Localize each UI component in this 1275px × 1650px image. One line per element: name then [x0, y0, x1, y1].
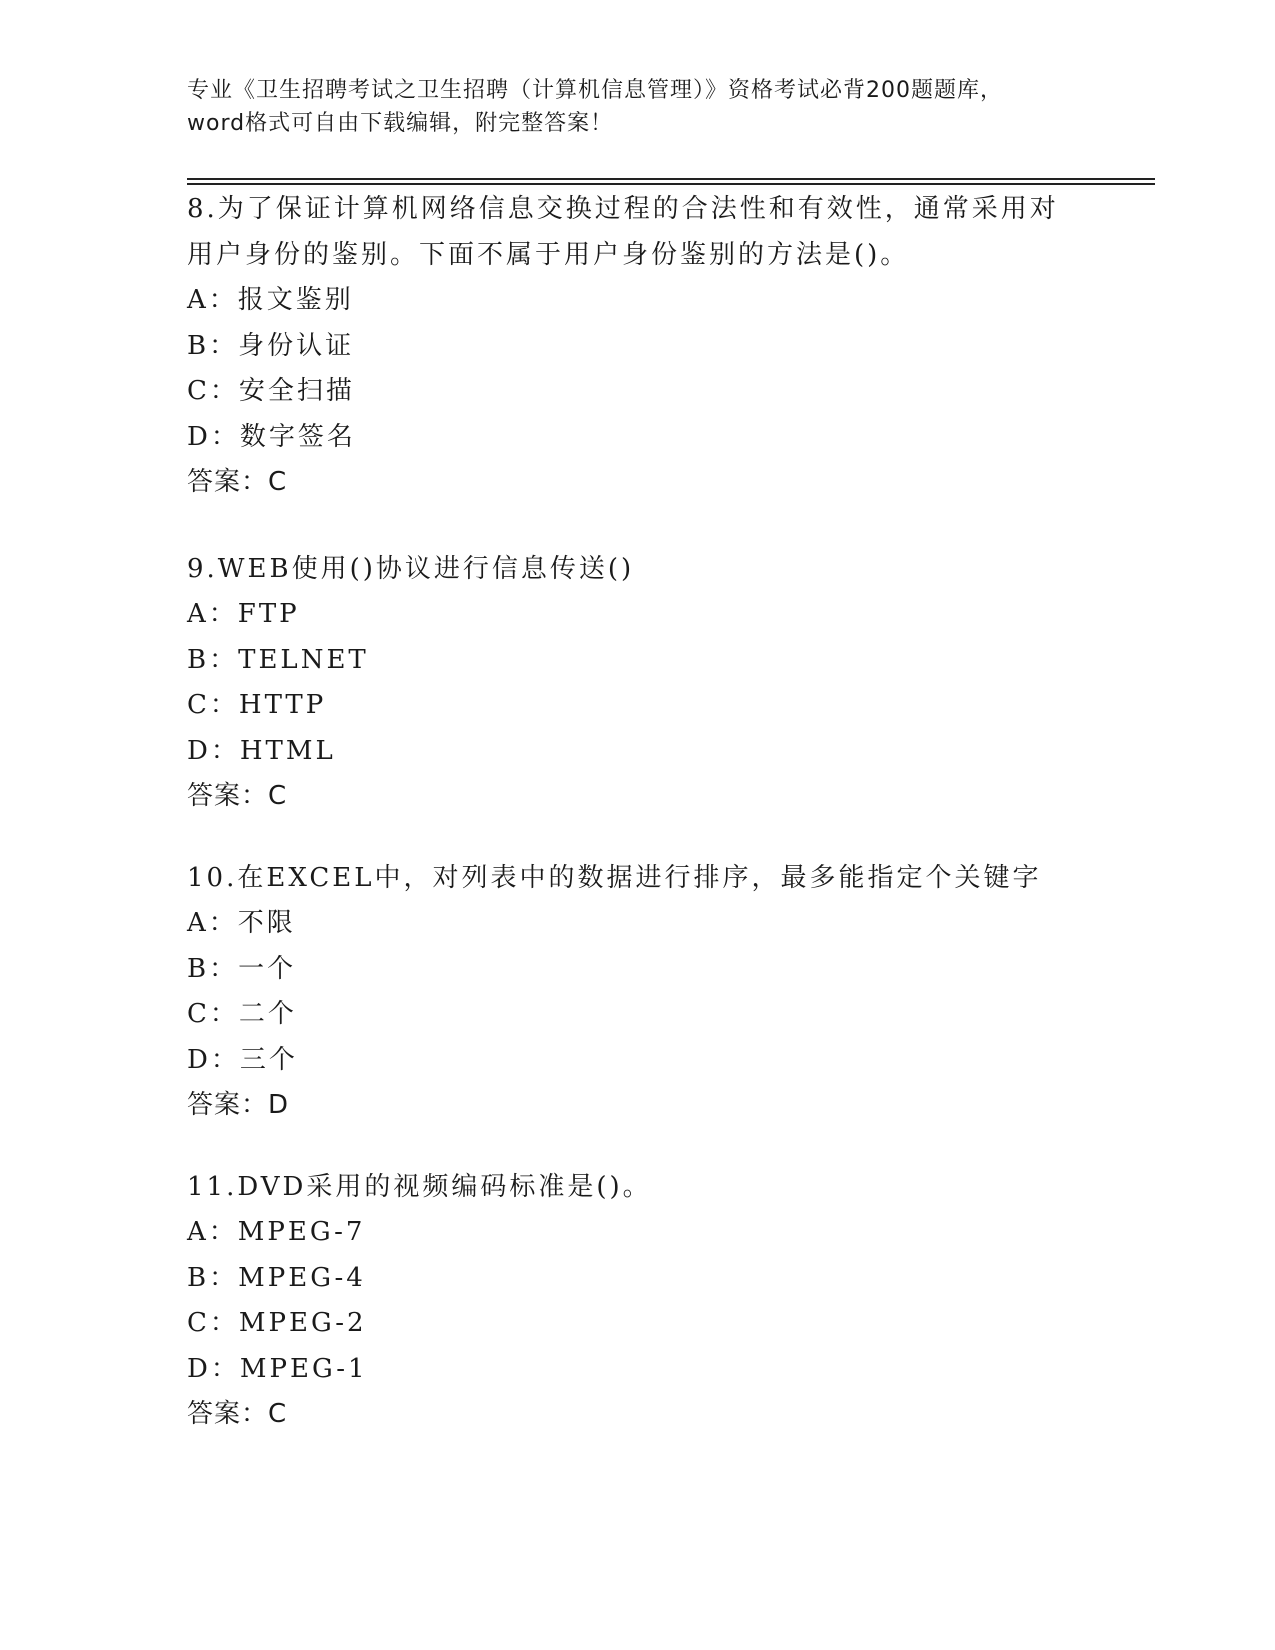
answer: 答案：D — [187, 1090, 290, 1120]
option-d: D：MPEG-1 — [187, 1353, 368, 1384]
option-c: C：MPEG-2 — [187, 1308, 367, 1338]
option-c: C：安全扫描 — [187, 376, 355, 406]
question-9 — [187, 546, 1127, 820]
question-stem: 9.WEB使用()协议进行信息传送() — [187, 554, 635, 584]
question-stem: 10.在EXCEL中，对列表中的数据进行排序，最多能指定个关键字 — [187, 863, 1042, 893]
header-line-1: 专业《卫生招聘考试之卫生招聘（计算机信息管理）》资格考试必背200题题库， — [187, 78, 1003, 103]
answer: 答案：C — [187, 467, 288, 497]
option-d: D：HTML — [187, 735, 336, 766]
option-b: B：MPEG-4 — [187, 1262, 366, 1293]
question-stem: 8.为了保证计算机网络信息交换过程的合法性和有效性，通常采用对 — [187, 194, 1059, 224]
option-a: A：FTP — [187, 599, 300, 629]
option-b: B：一个 — [187, 953, 297, 984]
question-11 — [187, 1164, 1127, 1438]
option-a: A：MPEG-7 — [187, 1217, 366, 1247]
option-c: C：二个 — [187, 999, 297, 1029]
option-c: C：HTTP — [187, 690, 327, 720]
option-d: D：数字签名 — [187, 421, 356, 452]
question-10 — [187, 855, 1127, 1129]
option-b: B：TELNET — [187, 644, 369, 675]
answer: 答案：C — [187, 781, 288, 811]
question-stem: 11.DVD采用的视频编码标准是()。 — [187, 1172, 652, 1202]
option-a: A：不限 — [187, 908, 296, 938]
question-stem: 用户身份的鉴别。下面不属于用户身份鉴别的方法是()。 — [187, 240, 910, 270]
header-divider-bottom — [187, 183, 1155, 185]
header-divider-top — [187, 178, 1155, 180]
document-header — [187, 74, 1087, 140]
option-b: B：身份认证 — [187, 330, 355, 361]
option-d: D：三个 — [187, 1044, 298, 1075]
question-8 — [187, 186, 1127, 506]
header-line-2: word格式可自由下载编辑，附完整答案！ — [187, 111, 614, 136]
answer: 答案：C — [187, 1399, 288, 1429]
option-a: A：报文鉴别 — [187, 285, 354, 315]
